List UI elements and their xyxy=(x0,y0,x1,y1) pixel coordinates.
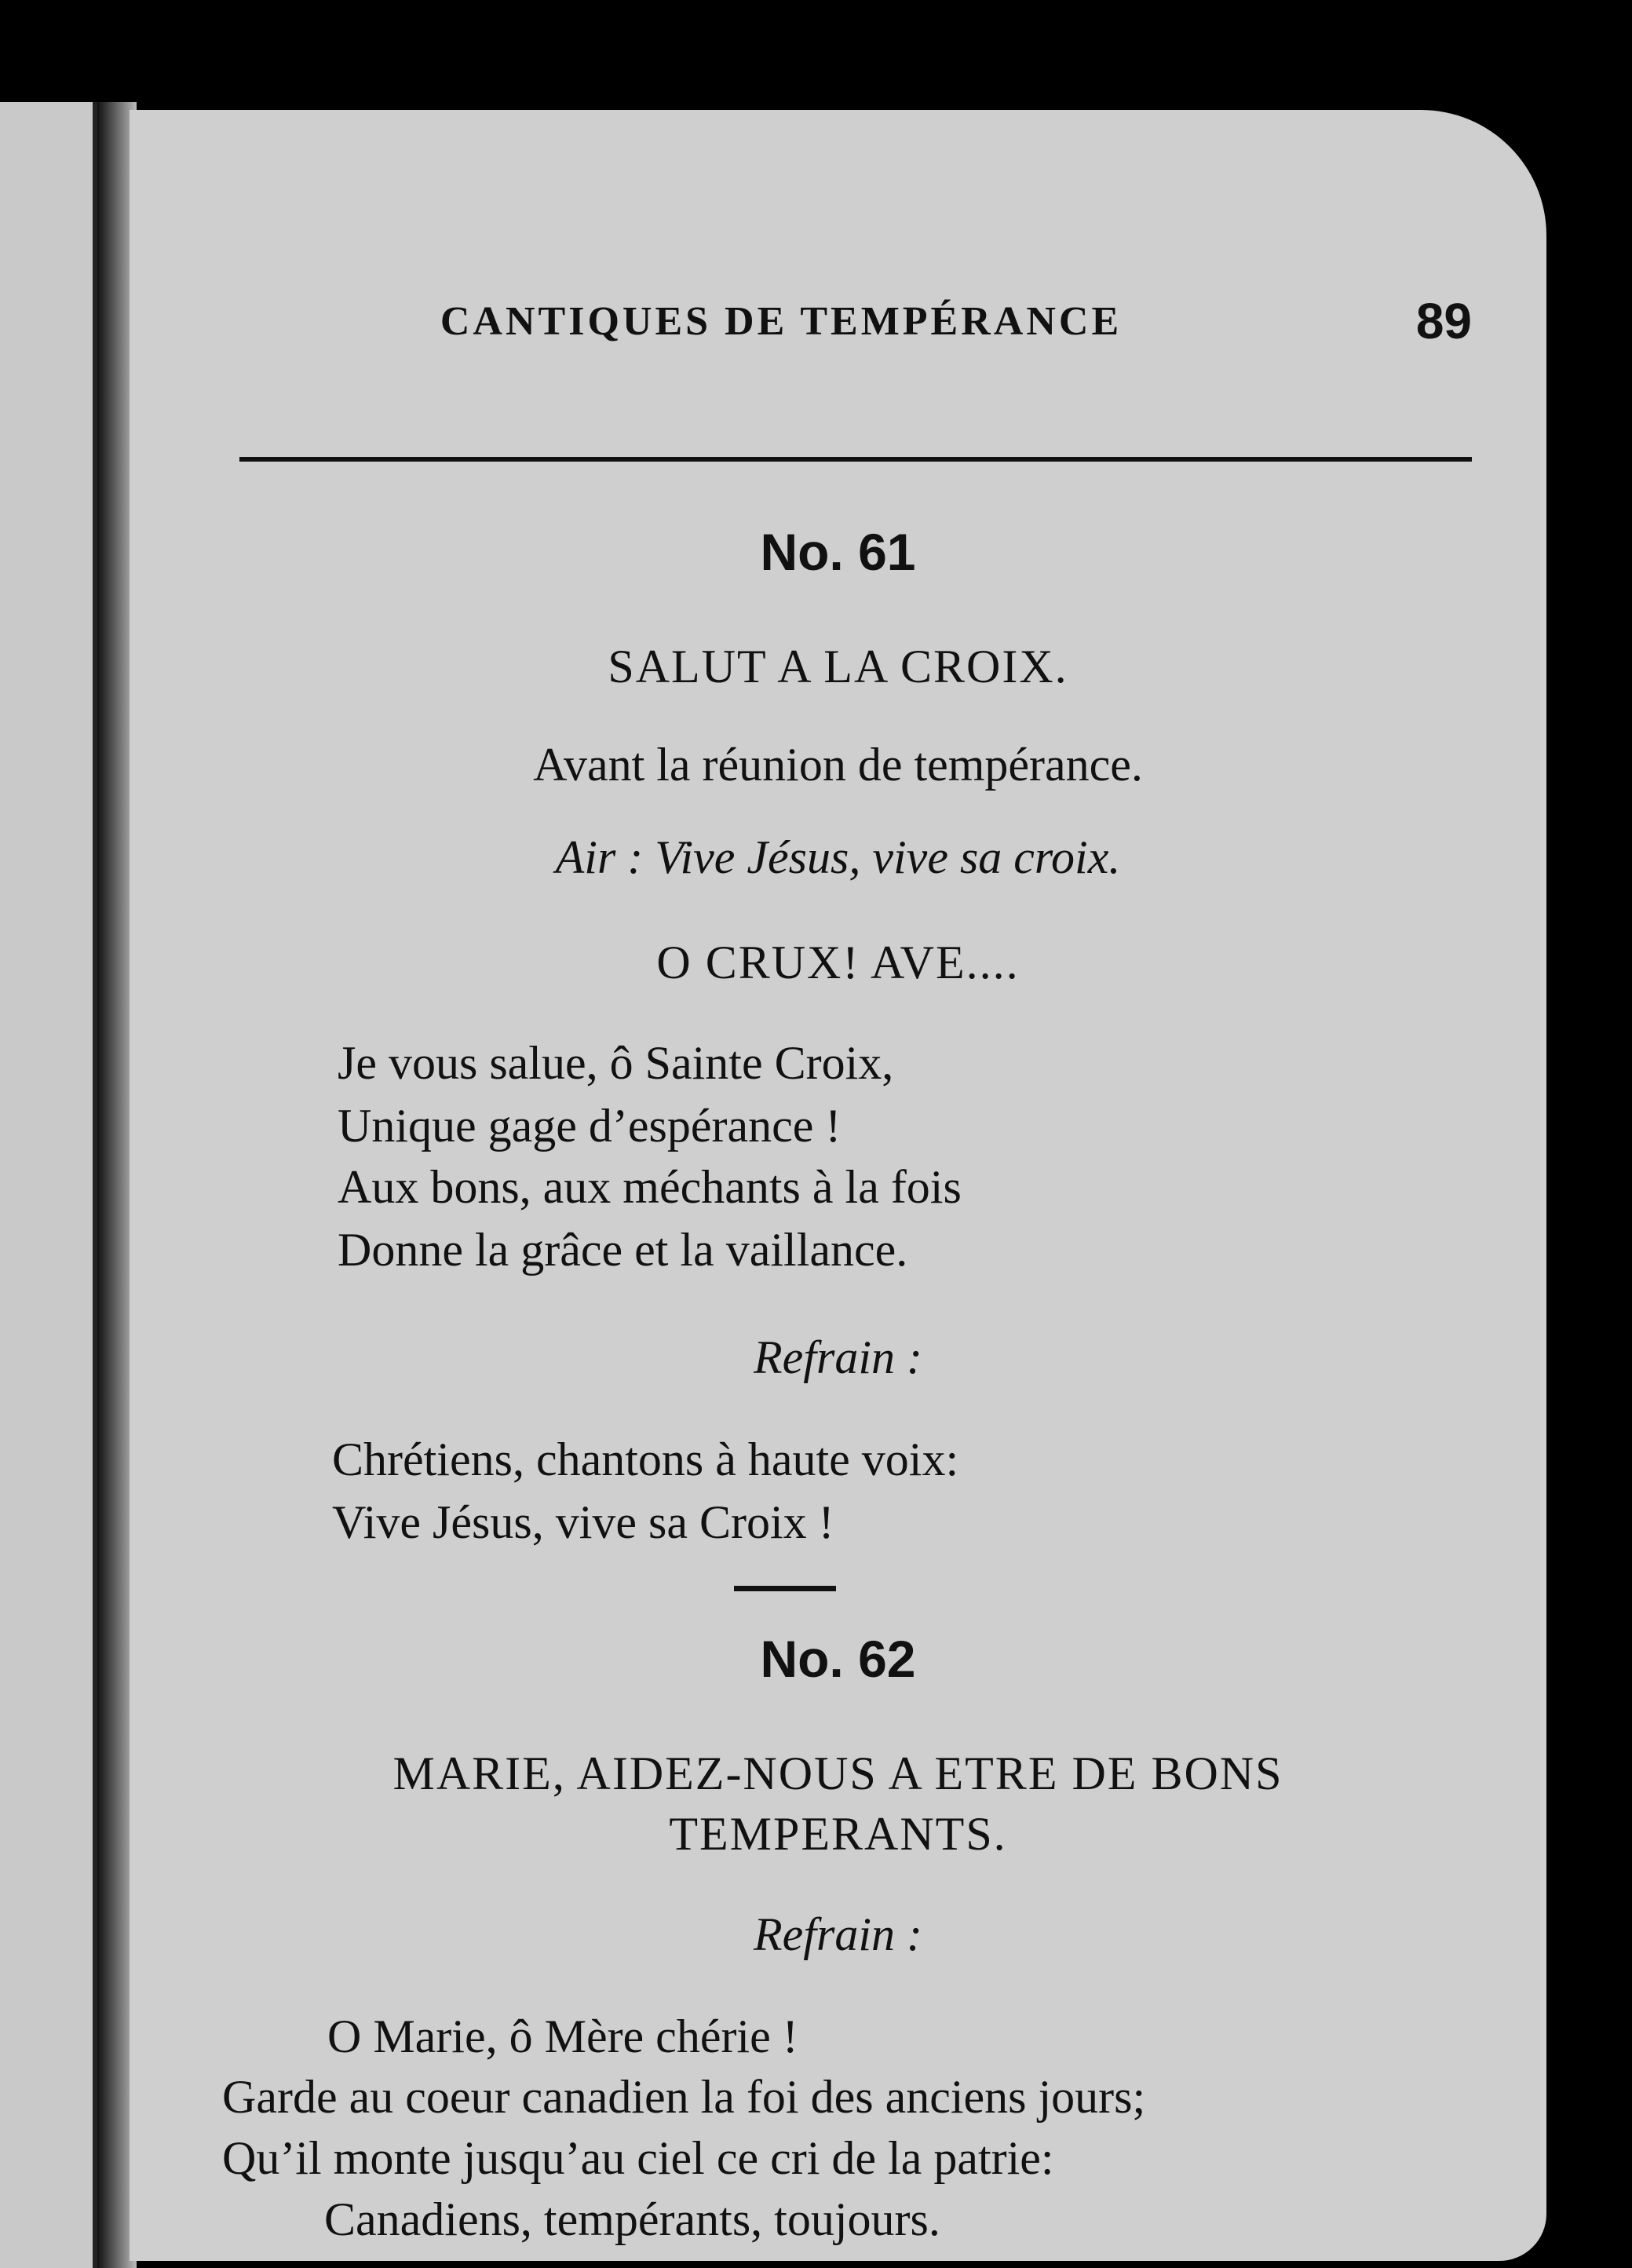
book-page xyxy=(130,110,1546,2261)
hymn-62-refrain-label: Refrain : xyxy=(754,1908,922,1960)
hymn-62-refrain-line: Canadiens, tempérants, toujours. xyxy=(324,2193,940,2245)
hymn-62-refrain-line: Qu’il monte jusqu’au ciel ce cri de la patrie: xyxy=(222,2132,1054,2184)
running-head xyxy=(239,275,1472,369)
header-rule xyxy=(239,457,1472,462)
section-divider xyxy=(734,1586,836,1591)
hymn-61-air: Air : Vive Jésus, vive sa croix. xyxy=(555,831,1121,883)
hymn-62-refrain-line: Garde au coeur canadien la foi des anciens jours; xyxy=(222,2071,1146,2123)
hymn-62-number: No. 62 xyxy=(760,1630,916,1688)
running-title: CANTIQUES DE TEMPÉRANCE xyxy=(440,299,1123,344)
hymn-61-title: SALUT A LA CROIX. xyxy=(608,641,1068,692)
hymn-61-refrain-line: Chrétiens, chantons à haute voix: xyxy=(332,1433,959,1485)
hymn-61-incipit: O CRUX! AVE.... xyxy=(656,937,1020,988)
hymn-61-verse-line: Donne la grâce et la vaillance. xyxy=(338,1224,908,1276)
hymn-61-verse-line: Unique gage d’espérance ! xyxy=(338,1100,842,1152)
page-content xyxy=(130,110,1546,2261)
hymn-61-refrain-line: Vive Jésus, vive sa Croix ! xyxy=(332,1496,834,1548)
hymn-62-title-line: TEMPERANTS. xyxy=(669,1808,1007,1860)
hymn-61-verse-line: Aux bons, aux méchants à la fois xyxy=(338,1161,962,1213)
hymn-61-number: No. 61 xyxy=(760,523,916,581)
hymn-62-title-line: MARIE, AIDEZ-NOUS A ETRE DE BONS xyxy=(392,1748,1283,1799)
facing-page-edge xyxy=(0,102,97,2268)
hymn-61-verse-line: Je vous salue, ô Sainte Croix, xyxy=(338,1037,894,1089)
page-number: 89 xyxy=(1415,293,1472,349)
hymn-61-occasion: Avant la réunion de tempérance. xyxy=(533,739,1143,791)
hymn-61-refrain-label: Refrain : xyxy=(754,1331,922,1383)
hymn-62-refrain-line: O Marie, ô Mère chérie ! xyxy=(327,2011,798,2062)
